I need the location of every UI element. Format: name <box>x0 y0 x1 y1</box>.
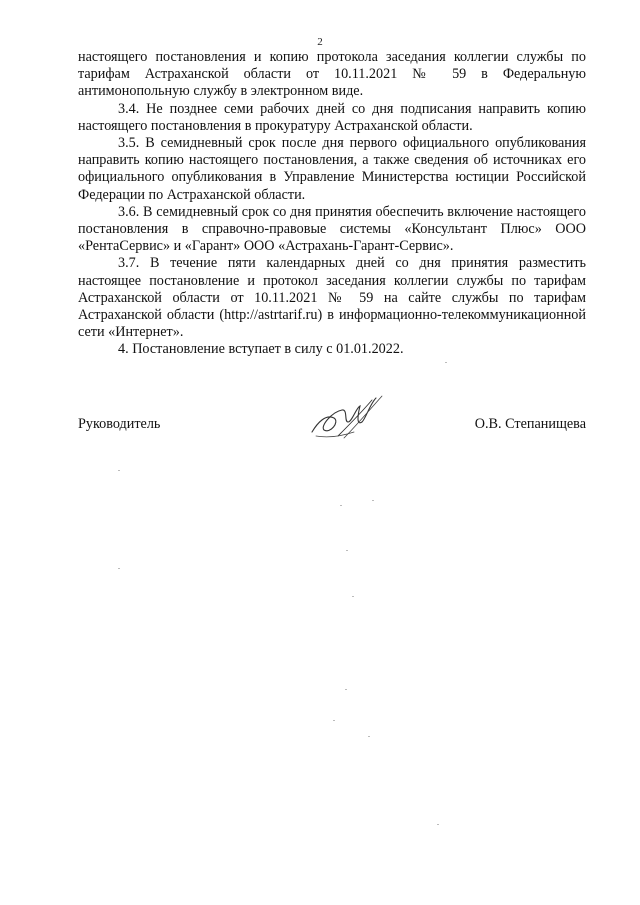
paragraph-3-4: 3.4. Не позднее семи рабочих дней со дня подписания направить копию настоящего постановления в прокуратуру Астраханской области. <box>78 100 586 134</box>
scan-speck <box>352 596 354 597</box>
document-body <box>78 49 586 359</box>
signatory-name: О.В. Степанищева <box>474 416 586 432</box>
scan-speck <box>372 500 374 501</box>
scan-speck <box>445 362 447 363</box>
paragraph-continuation: настоящего постановления и копию протокола заседания коллегии службы по тарифам Астраханской области от 10.11.2021 № 59 в Федеральную антимонопольную службу в электронном виде. <box>78 49 586 100</box>
scan-speck <box>346 550 348 551</box>
scan-speck <box>345 689 347 690</box>
page-number: 2 <box>317 36 323 48</box>
signatory-title: Руководитель <box>78 416 161 432</box>
handwritten-signature-icon <box>308 392 388 444</box>
signature-block <box>78 410 586 450</box>
scan-speck <box>437 824 439 825</box>
paragraph-3-6: 3.6. В семидневный срок со дня принятия обеспечить включение настоящего постановления в справочно-правовые системы «Консультант Плюс» ООО «РентаСервис» и «Гарант» ООО «Астрахань-Гарант-Сервис». <box>78 203 586 255</box>
scan-speck <box>340 505 342 506</box>
paragraph-3-5: 3.5. В семидневный срок после дня первого официального опубликования направить копию настоящего постановления, а также сведения об источниках его официального опубликования в Управление Министерства юстиции Российской Федерации по Астраханской области. <box>78 135 586 203</box>
paragraph-4: 4. Постановление вступает в силу с 01.01.2022. <box>118 341 404 358</box>
scan-speck <box>368 736 370 737</box>
scan-speck <box>118 568 120 569</box>
scan-speck <box>118 470 120 471</box>
paragraph-3-7: 3.7. В течение пяти календарных дней со дня принятия разместить настоящее постановление и протокол заседания коллегии службы по тарифам Астраханской области от 10.11.2021 № 59 на сайте службы по тарифам Астраханской области (http://astrtarif.ru) в информационно-телекоммуникационной сети «Интернет». <box>78 255 586 341</box>
scan-speck <box>333 720 335 721</box>
